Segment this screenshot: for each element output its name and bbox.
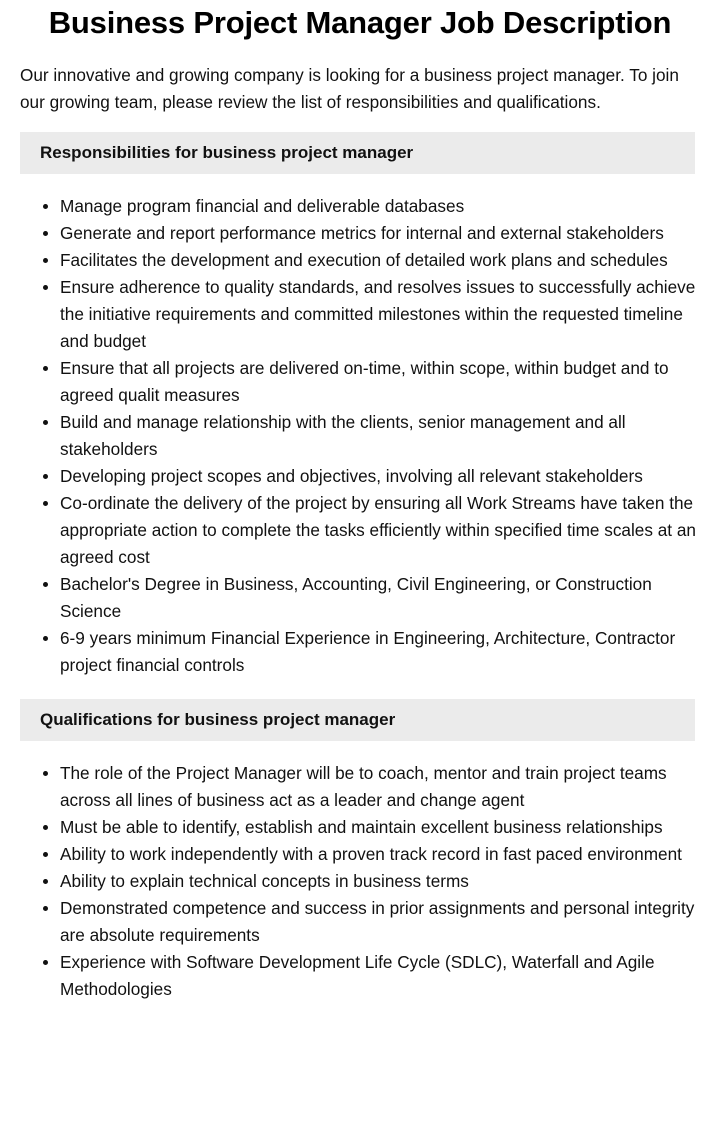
responsibilities-list xyxy=(20,193,700,679)
list-item: Ability to explain technical concepts in business terms xyxy=(60,868,700,895)
bullet-icon xyxy=(43,771,48,776)
bullet-icon xyxy=(43,204,48,209)
bullet-icon xyxy=(43,258,48,263)
list-item: Demonstrated competence and success in prior assignments and personal integrity are absolute requirements xyxy=(60,895,700,949)
list-item: Must be able to identify, establish and maintain excellent business relationships xyxy=(60,814,700,841)
qualifications-heading: Qualifications for business project manager xyxy=(40,710,396,729)
responsibilities-heading: Responsibilities for business project manager xyxy=(40,143,414,162)
list-item: Build and manage relationship with the clients, senior management and all stakeholders xyxy=(60,409,700,463)
list-item: 6-9 years minimum Financial Experience in Engineering, Architecture, Contractor project financial controls xyxy=(60,625,700,679)
list-item: Bachelor's Degree in Business, Accounting, Civil Engineering, or Construction Science xyxy=(60,571,700,625)
bullet-icon xyxy=(43,636,48,641)
intro-paragraph: Our innovative and growing company is looking for a business project manager. To join our growing team, please review the list of responsibilities and qualifications. xyxy=(20,65,679,112)
bullet-icon xyxy=(43,960,48,965)
list-item: Generate and report performance metrics for internal and external stakeholders xyxy=(60,220,700,247)
bullet-icon xyxy=(43,825,48,830)
page-title: Business Project Manager Job Description xyxy=(48,5,672,40)
list-item: Ensure that all projects are delivered on-time, within scope, within budget and to agreed qualit measures xyxy=(60,355,700,409)
list-item: Manage program financial and deliverable databases xyxy=(60,193,700,220)
bullet-icon xyxy=(43,501,48,506)
list-item: Experience with Software Development Life Cycle (SDLC), Waterfall and Agile Methodologies xyxy=(60,949,700,1003)
bullet-icon xyxy=(43,474,48,479)
bullet-icon xyxy=(43,879,48,884)
list-item: The role of the Project Manager will be to coach, mentor and train project teams across all lines of business act as a leader and change agent xyxy=(60,760,700,814)
bullet-icon xyxy=(43,420,48,425)
bullet-icon xyxy=(43,366,48,371)
bullet-icon xyxy=(43,231,48,236)
list-item: Developing project scopes and objectives, involving all relevant stakeholders xyxy=(60,463,700,490)
qualifications-list xyxy=(20,760,700,1003)
bullet-icon xyxy=(43,906,48,911)
responsibilities-header xyxy=(20,132,695,174)
bullet-icon xyxy=(43,285,48,290)
list-item: Facilitates the development and execution of detailed work plans and schedules xyxy=(60,247,700,274)
list-item: Co-ordinate the delivery of the project by ensuring all Work Streams have taken the appropriate action to complete the tasks efficiently within specified time scales at an agreed cost xyxy=(60,490,700,571)
list-item: Ability to work independently with a proven track record in fast paced environment xyxy=(60,841,700,868)
list-item: Ensure adherence to quality standards, and resolves issues to successfully achieve the initiative requirements and committed milestones within the requested timeline and budget xyxy=(60,274,700,355)
bullet-icon xyxy=(43,852,48,857)
qualifications-header xyxy=(20,699,695,741)
bullet-icon xyxy=(43,582,48,587)
